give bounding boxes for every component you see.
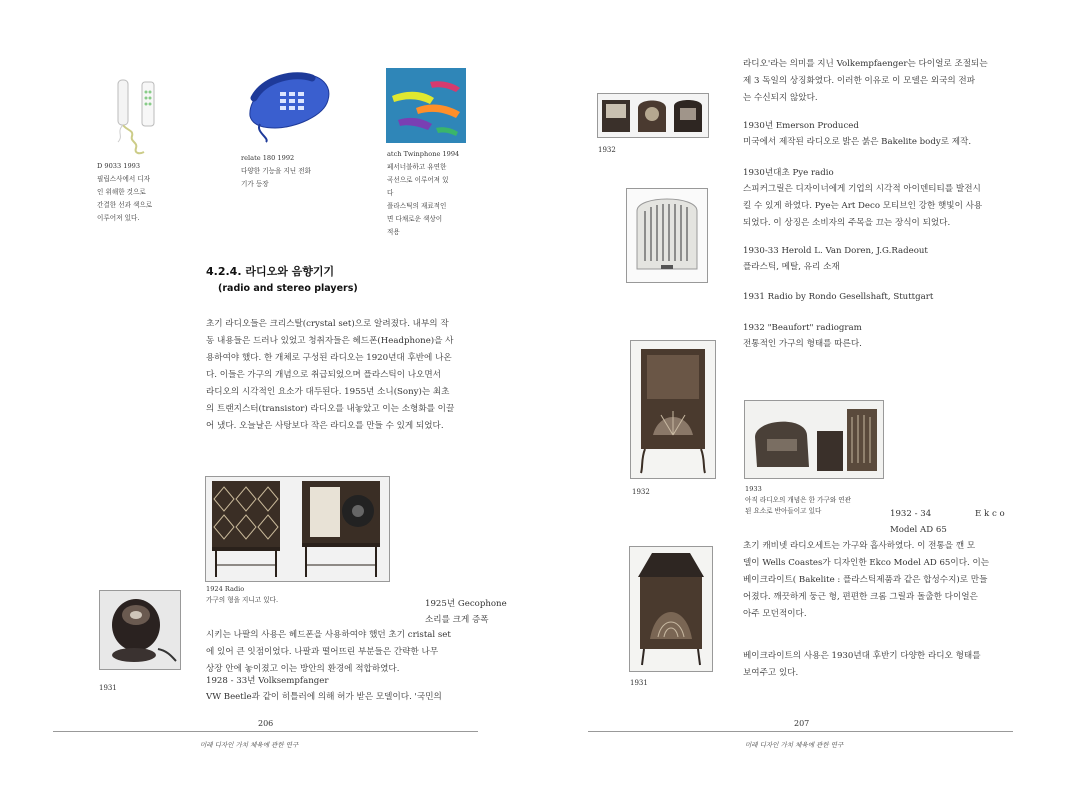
caption-line: 간결한 선과 색으로 xyxy=(97,201,153,209)
page-number-left: 206 xyxy=(258,719,274,728)
caption-line: 된 요소로 반아들이고 있다 xyxy=(745,507,822,515)
paragraph-line: 의 트랜지스터(transistor) 라디오를 내놓았고 이는 소형화를 이끌 xyxy=(206,404,455,414)
footer-rule-left xyxy=(53,731,478,732)
paragraph-line: 보여주고 있다. xyxy=(743,668,799,678)
pye-radio-photo xyxy=(626,188,708,283)
paragraph-line: 초기 라디오들은 크리스탈(crystal set)으로 알려졌다. 내부의 작 xyxy=(206,319,449,329)
caption-line: 필립스사에서 디자 xyxy=(97,175,151,183)
paragraph-line: 제 3 독일의 상징화였다. 이러한 이유로 이 모델은 외국의 전파 xyxy=(743,76,976,86)
radios-group-caption: 1932 xyxy=(598,146,616,154)
emerson-title: 1930년 Emerson Produced xyxy=(743,121,859,131)
paragraph-line: 아주 모던적이다. xyxy=(743,609,807,619)
footer-title-right: 미래 디자인 가치 체육에 관한 연구 xyxy=(745,741,844,749)
radio-1924-photo xyxy=(205,476,390,582)
beaufort-line: 전통적인 가구의 형태를 따른다. xyxy=(743,339,862,349)
caption-line: 인 위해한 것으로 xyxy=(97,188,146,196)
caption-line: 면 다채로운 색상이 xyxy=(387,215,443,223)
ekco-brand: E k c o xyxy=(975,509,1005,519)
paragraph-line: 라디오'라는 의미를 지닌 Volkempfaenger는 다이얼로 조절되는 xyxy=(743,59,988,69)
doren-title: 1930-33 Herold L. Van Doren, J.G.Radeout xyxy=(743,246,928,256)
caption-line: 기가 등장 xyxy=(241,180,269,188)
paragraph-line: 다. 이들은 가구의 개념으로 취급되었으며 플라스틱이 나오면서 xyxy=(206,370,441,380)
footer-title-left: 미래 디자인 가치 체육에 관한 연구 xyxy=(200,741,299,749)
emerson-line: 미국에서 제작된 라디오로 밝은 붉은 Bakelite body로 제작. xyxy=(743,137,972,147)
paragraph-line: 시키는 나팔의 사용은 헤드폰을 사용하여야 했던 초기 cristal set xyxy=(206,630,451,640)
paragraph-line: 베이크라이트의 사용은 1930년대 후반기 다양한 라디오 형태를 xyxy=(743,651,981,661)
phone3-caption xyxy=(387,148,469,239)
caption-line: D 9033 1993 xyxy=(97,162,141,170)
radio-1931-caption: 1931 xyxy=(99,684,117,692)
phone1-caption xyxy=(97,160,177,225)
beaufort-cabinet-photo xyxy=(630,340,716,479)
paragraph-line: 어 냈다. 오늘날은 사탕보다 작은 라디오를 만들 수 있게 되었다. xyxy=(206,421,444,431)
phone3-photo xyxy=(386,68,466,143)
volks-line: VW Beetle과 같이 히틀러에 의해 허가 받은 모델이다. '국민의 xyxy=(206,692,442,702)
caption-line: 적용 xyxy=(387,228,400,236)
paragraph-line: 킬 수 있게 하였다. Pye는 Art Deco 모티브인 강한 햇빛이 사용 xyxy=(743,201,983,211)
caption-line: 이루어져 있다. xyxy=(97,214,140,222)
caption-line: 다 xyxy=(387,189,394,197)
caption-line: atch Twinphone 1994 xyxy=(387,150,460,158)
doren-line: 플라스틱, 메탈, 유리 소재 xyxy=(743,262,840,272)
caption-line: 가구의 형을 지니고 있다. xyxy=(206,596,279,604)
caption-line: 플라스틱의 재료적인 xyxy=(387,202,447,210)
phone2-photo xyxy=(240,68,335,143)
gramophone-caption: 1931 xyxy=(630,679,648,687)
section-subheading: (radio and stereo players) xyxy=(218,283,358,294)
paragraph-line: 스피커그릴은 디자이너에게 기업의 시각적 아이덴티티를 발전시 xyxy=(743,184,981,194)
paragraph-line: 되었다. 이 상징은 소비자의 주목을 끄는 장식이 되었다. xyxy=(743,218,951,228)
radio-intro-paragraph xyxy=(206,316,478,435)
ekco-model: Model AD 65 xyxy=(890,525,947,535)
paragraph-line: 용하여야 했다. 한 개체로 구성된 라디오는 1920년대 후반에 나온 xyxy=(206,353,452,363)
volks-continued-paragraph xyxy=(743,56,1015,107)
caption-line: 다양한 기능을 지닌 전화 xyxy=(241,167,311,175)
pye-title: 1930년대초 Pye radio xyxy=(743,168,834,178)
pye-paragraph xyxy=(743,181,1015,232)
phone2-caption xyxy=(241,152,346,191)
radios-group-photo xyxy=(597,93,709,138)
paragraph-line: 베이크라이트( Bakelite : 플라스틱제품과 같은 합성수지)로 만들 xyxy=(743,575,988,585)
chair-radio-photo xyxy=(744,400,884,479)
footer-rule-right xyxy=(588,731,1013,732)
paragraph-line: 초기 캐비넷 라디오세트는 가구와 흡사하였다. 이 전통을 깬 모 xyxy=(743,541,976,551)
caption-line: 1933 xyxy=(745,485,762,493)
caption-line: 1924 Radio xyxy=(206,585,245,593)
gecophone-paragraph xyxy=(206,627,478,678)
gecophone-title: 1925년 Gecophone xyxy=(425,599,507,609)
radio-1931-photo xyxy=(99,590,181,670)
section-heading: 4.2.4. 라디오와 음향기기 xyxy=(206,265,335,278)
paragraph-line: 에 있어 큰 잇점이었다. 나팔과 떨어뜨린 부분들은 간략한 나무 xyxy=(206,647,439,657)
rondo-line: 1931 Radio by Rondo Gesellshaft, Stuttgart xyxy=(743,292,934,302)
caption-line: 곡선으로 이루어져 있 xyxy=(387,176,449,184)
caption-line: relate 180 1992 xyxy=(241,154,295,162)
chair-radio-caption xyxy=(745,484,885,517)
beaufort-title: 1932 "Beaufort" radiogram xyxy=(743,323,862,333)
beaufort-cabinet-caption: 1932 xyxy=(632,488,650,496)
gecophone-line2: 소리를 크게 증폭 xyxy=(425,615,489,625)
caption-line: 페서너블하고 유연한 xyxy=(387,163,447,171)
paragraph-line: 는 수신되지 않았다. xyxy=(743,93,818,103)
ekco-paragraph xyxy=(743,538,1015,623)
volks-title: 1928 - 33년 Volksempfanger xyxy=(206,676,329,686)
ekco-title: 1932 - 34 xyxy=(890,509,932,519)
paragraph-line: 어졌다. 깨끗하게 둥근 형, 편편한 크롬 그릴과 돌출한 다이얼은 xyxy=(743,592,978,602)
gramophone-photo xyxy=(629,546,713,672)
paragraph-line: 델이 Wells Coastes가 디자인한 Ekco Model AD 65이다. 이는 xyxy=(743,558,990,568)
caption-line: 아직 라디오의 개념은 한 가구와 연관 xyxy=(745,496,852,504)
paragraph-line: 라디오의 시각적인 요소가 대두된다. 1955년 소니(Sony)는 최초 xyxy=(206,387,450,397)
page-number-right: 207 xyxy=(794,719,810,728)
paragraph-line: 상장 안에 놓이졌고 이는 방안의 환경에 적합하였다. xyxy=(206,664,400,674)
phone1-photo xyxy=(104,70,164,160)
bakelite-paragraph xyxy=(743,648,1015,682)
paragraph-line: 동 내용들은 드러나 있었고 청취자들은 헤드폰(Headphone)을 사 xyxy=(206,336,454,346)
radio-1924-caption xyxy=(206,584,346,606)
